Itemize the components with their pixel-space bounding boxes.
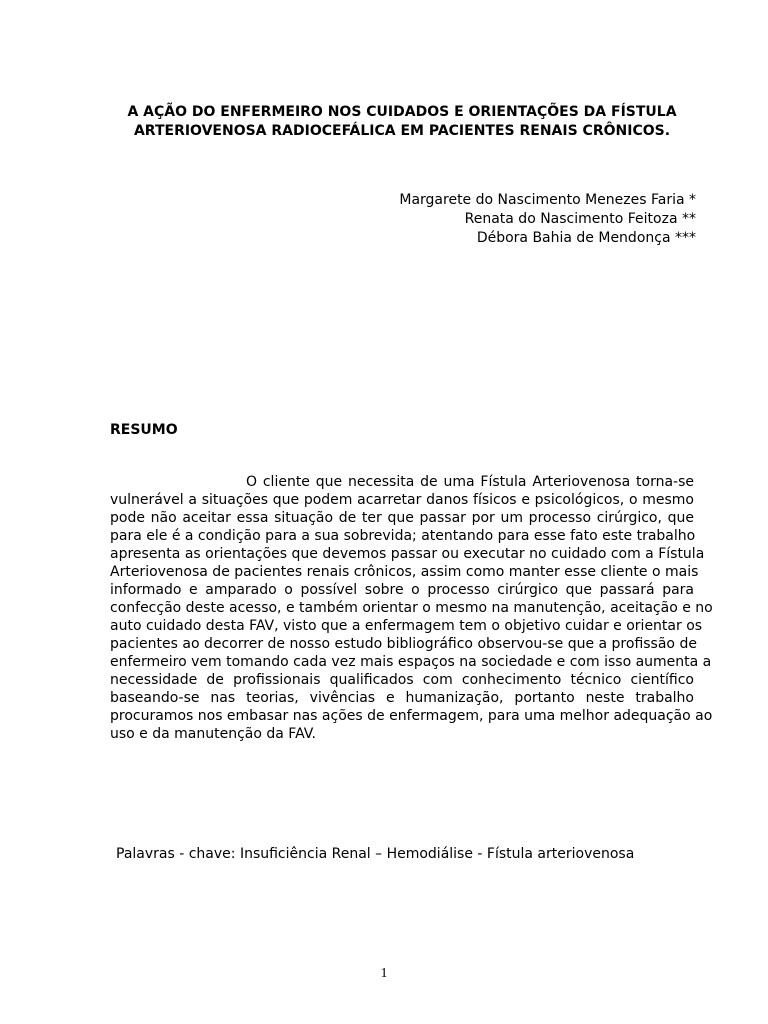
paper-title: [110, 103, 694, 141]
abstract-line: apresenta as orientações que devemos passar ou executar no cuidado com a Fístula: [110, 546, 705, 562]
abstract-heading: RESUMO: [110, 422, 178, 438]
author-1: Margarete do Nascimento Menezes Faria *: [399, 192, 696, 208]
author-3: Débora Bahia de Mendonça ***: [476, 230, 696, 246]
author-list: [399, 191, 696, 248]
abstract-line: confecção deste acesso, e também orientar o mesmo na manutenção, aceitação e no: [110, 600, 713, 616]
abstract-line: procuramos nos embasar nas ações de enfermagem, para uma melhor adequação ao: [110, 708, 713, 724]
author-2: Renata do Nascimento Feitoza **: [464, 211, 696, 227]
abstract-line: pacientes ao decorrer de nosso estudo bibliográfico observou-se que a profissão de: [110, 636, 697, 652]
abstract-line: Arteriovenosa de pacientes renais crônicos, assim como manter esse cliente o mais: [110, 564, 699, 580]
abstract-line: informado e amparado o possível sobre o processo cirúrgico que passará para: [110, 582, 694, 598]
abstract-line: vulnerável a situações que podem acarretar danos físicos e psicológicos, o mesmo: [110, 492, 694, 508]
abstract-line: para ele é a condição para a sua sobrevida; atentando para esse fato este trabalho: [110, 528, 696, 544]
abstract-line: uso e da manutenção da FAV.: [110, 726, 316, 742]
abstract-body: [110, 473, 713, 743]
page-number: 1: [380, 966, 388, 981]
keywords-line: Palavras - chave: Insuficiência Renal – Hemodiálise - Fístula arteriovenosa: [116, 846, 635, 862]
abstract-line: enfermeiro vem tomando cada vez mais espaços na sociedade e com isso aumenta a: [110, 654, 712, 670]
title-line-2: ARTERIOVENOSA RADIOCEFÁLICA EM PACIENTES RENAIS CRÔNICOS.: [133, 123, 671, 139]
abstract-line: pode não aceitar essa situação de ter que passar por um processo cirúrgico, que: [110, 510, 694, 526]
abstract-line: auto cuidado desta FAV, visto que a enfermagem tem o objetivo cuidar e orientar os: [110, 618, 703, 634]
abstract-line: necessidade de profissionais qualificados com conhecimento técnico científico: [110, 672, 694, 688]
abstract-line: O cliente que necessita de uma Fístula Arteriovenosa torna-se: [246, 474, 694, 490]
title-line-1: A AÇÃO DO ENFERMEIRO NOS CUIDADOS E ORIENTAÇÕES DA FÍSTULA: [127, 104, 677, 120]
abstract-line: baseando-se nas teorias, vivências e humanização, portanto neste trabalho: [110, 690, 694, 706]
